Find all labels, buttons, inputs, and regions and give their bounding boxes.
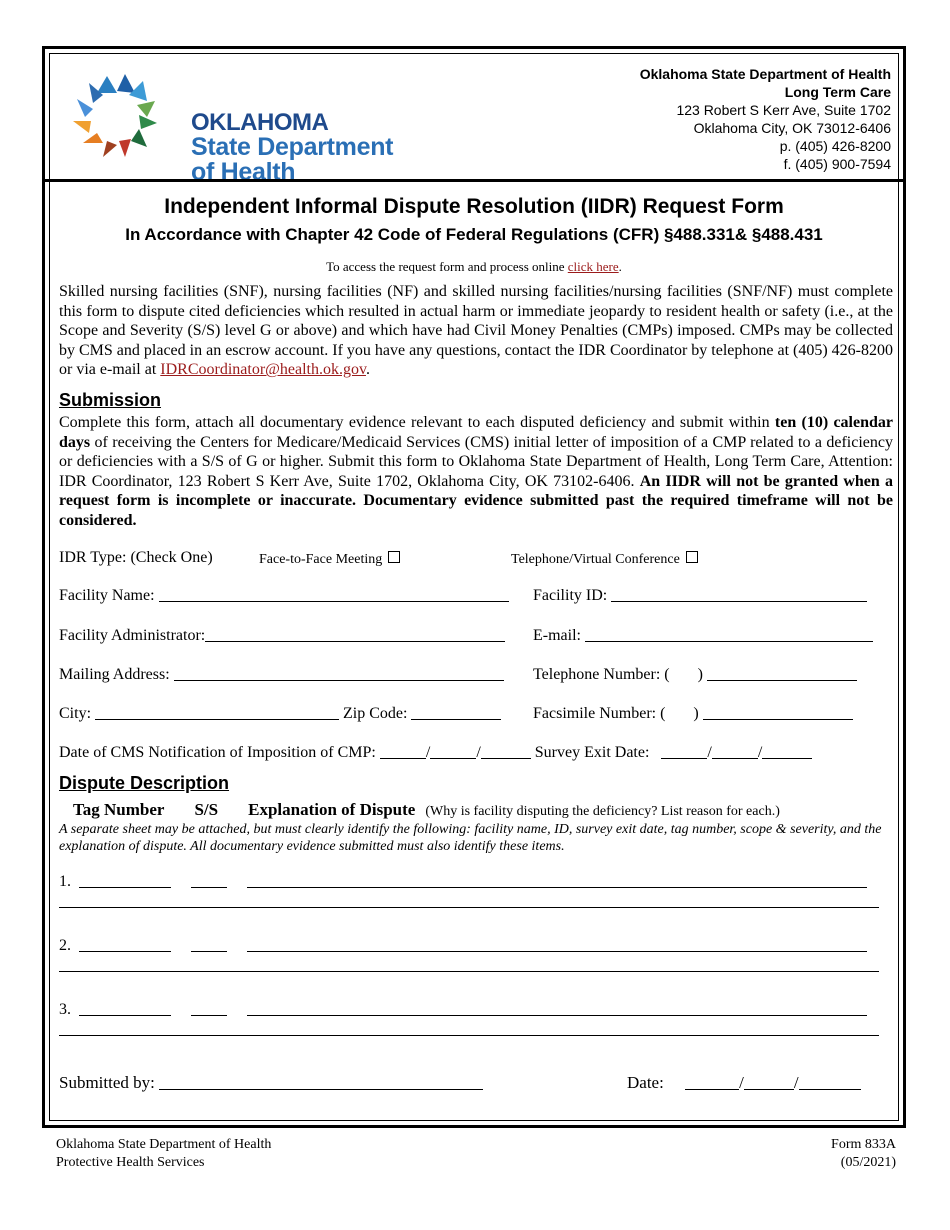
submission-text-1: Complete this form, attach all documentary evidence relevant to each disputed deficiency and submit within bbox=[59, 414, 775, 431]
facility-name-field[interactable] bbox=[159, 587, 509, 602]
date-year-field[interactable] bbox=[799, 1075, 861, 1090]
dispute-note: A separate sheet may be attached, but must clearly identify the following: facility name, ID, survey exit date, tag number, scope & severity, and the explanation of dispute. All documentary evidence submitted must also identify these items. bbox=[59, 822, 882, 854]
footer-right bbox=[831, 1136, 896, 1172]
item-3-tag-field[interactable] bbox=[79, 1001, 171, 1016]
address-street: 123 Robert S Kerr Ave, Suite 1702 bbox=[676, 102, 891, 118]
intro-end: . bbox=[365, 361, 370, 379]
facility-name-row bbox=[59, 587, 509, 605]
city-row bbox=[59, 705, 501, 723]
address-fax: f. (405) 900-7594 bbox=[783, 156, 891, 172]
telephone-virtual-option[interactable] bbox=[511, 551, 698, 568]
col-explanation-note: (Why is facility disputing the deficiency? List reason for each.) bbox=[425, 804, 780, 819]
logo-line-3: of Health bbox=[191, 158, 296, 186]
form-frame bbox=[42, 46, 906, 1128]
intro-text: Skilled nursing facilities (SNF), nursing facilities (NF) and skilled nursing facilities/nursing facilities (SNF/NF) must complete this form to dispute cited deficiencies which resulted in actual harm or immediate jeopardy to resident health or safety (i.e., at the Scope and Severity (S/S) level G or above) and which have had Civil Money Penalties (CMPs) imposed. CMPs may be collected by CMS and placed in an escrow account. If you have any questions, contact the IDR Coordinator by telephone at (405) 426-8200 or via e-mail at bbox=[59, 283, 894, 379]
facsimile-paren-close: ) bbox=[693, 705, 699, 722]
mailing-address-field[interactable] bbox=[174, 666, 504, 681]
footer-form-number: Form 833A bbox=[831, 1137, 896, 1152]
logo-line-1: OKLAHOMA bbox=[191, 109, 329, 136]
online-access-line bbox=[45, 259, 903, 275]
item-1-tag-field[interactable] bbox=[79, 873, 171, 888]
intro-paragraph bbox=[59, 282, 893, 380]
item-2-number: 2. bbox=[59, 937, 71, 954]
osdh-logo bbox=[67, 71, 397, 186]
col-scope-severity: S/S bbox=[194, 800, 219, 819]
face-to-face-option[interactable] bbox=[259, 551, 400, 568]
zip-label: Zip Code: bbox=[343, 705, 408, 722]
footer-left bbox=[56, 1136, 271, 1172]
item-1-explanation-field[interactable] bbox=[247, 873, 867, 888]
item-2-continuation-line[interactable] bbox=[59, 971, 879, 972]
email-field[interactable] bbox=[585, 627, 873, 642]
item-3-number: 3. bbox=[59, 1001, 71, 1018]
telephone-paren-close: ) bbox=[697, 666, 703, 683]
item-2-tag-field[interactable] bbox=[79, 937, 171, 952]
online-prefix: To access the request form and process online bbox=[326, 259, 568, 274]
date-label: Date: bbox=[627, 1073, 664, 1092]
dispute-item-2 bbox=[59, 937, 867, 955]
dispute-item-3 bbox=[59, 1001, 867, 1019]
submitted-by-row bbox=[59, 1073, 483, 1093]
facsimile-row bbox=[533, 705, 853, 723]
idr-type-row bbox=[59, 549, 213, 567]
item-1-ss-field[interactable] bbox=[191, 873, 227, 888]
facility-id-field[interactable] bbox=[611, 587, 867, 602]
col-tag-number: Tag Number bbox=[73, 800, 165, 819]
city-label: City: bbox=[59, 705, 92, 722]
cms-year-field[interactable] bbox=[481, 744, 531, 759]
cms-date-slash-2: / bbox=[476, 744, 481, 761]
submission-heading: Submission bbox=[59, 390, 162, 410]
item-3-continuation-line[interactable] bbox=[59, 1035, 879, 1036]
telephone-row bbox=[533, 666, 857, 684]
survey-year-field[interactable] bbox=[762, 744, 812, 759]
header-divider bbox=[45, 179, 903, 182]
dispute-heading: Dispute Description bbox=[59, 773, 230, 793]
telephone-label: Telephone Number: ( bbox=[533, 666, 670, 683]
survey-date-slash-1: / bbox=[707, 744, 712, 761]
date-day-field[interactable] bbox=[744, 1075, 794, 1090]
cms-month-field[interactable] bbox=[380, 744, 426, 759]
item-1-continuation-line[interactable] bbox=[59, 907, 879, 908]
address-org: Oklahoma State Department of Health bbox=[639, 66, 891, 82]
idr-email-link[interactable]: IDRCoordinator@health.ok.gov bbox=[160, 361, 366, 379]
mailing-address-label: Mailing Address: bbox=[59, 666, 170, 683]
address-phone: p. (405) 426-8200 bbox=[779, 138, 891, 154]
cms-notification-label: Date of CMS Notification of Imposition of CMP: bbox=[59, 744, 376, 761]
starburst-logo-icon bbox=[67, 71, 177, 166]
item-2-explanation-field[interactable] bbox=[247, 937, 867, 952]
submitted-by-field[interactable] bbox=[159, 1075, 483, 1090]
telephone-virtual-checkbox[interactable] bbox=[686, 551, 698, 563]
face-to-face-checkbox[interactable] bbox=[388, 551, 400, 563]
submitted-by-label: Submitted by: bbox=[59, 1073, 155, 1092]
submission-text-2: of receiving the Centers for Medicare/Medicaid Services (CMS) initial letter of imposition of a CMP related to a deficiency or deficiencies with a S/S of G or higher. Submit this form to Oklahoma State Department of Health, Long Term Care, Attention: IDR Coordinator, 123 Robert S Kerr Ave, Suite 1702, Oklahoma City, OK 73102-6406. bbox=[59, 433, 893, 490]
item-2-ss-field[interactable] bbox=[191, 937, 227, 952]
facsimile-number-field[interactable] bbox=[703, 705, 853, 720]
date-month-field[interactable] bbox=[685, 1075, 739, 1090]
item-3-explanation-field[interactable] bbox=[247, 1001, 867, 1016]
click-here-link[interactable]: click here bbox=[567, 259, 619, 274]
submission-paragraph bbox=[59, 413, 893, 531]
dispute-column-headers bbox=[73, 800, 780, 820]
submission-deadline: ten (10) calendar days bbox=[59, 414, 894, 451]
survey-exit-label: Survey Exit Date: bbox=[534, 744, 650, 761]
col-explanation: Explanation of Dispute bbox=[248, 800, 416, 819]
face-to-face-label: Face-to-Face Meeting bbox=[259, 552, 383, 567]
survey-date-slash-2: / bbox=[757, 744, 763, 761]
form-title: Independent Informal Dispute Resolution (IIDR) Request Form bbox=[164, 195, 784, 218]
department-address bbox=[640, 65, 891, 173]
facility-id-label: Facility ID: bbox=[533, 587, 608, 604]
dispute-item-1 bbox=[59, 873, 867, 891]
footer-division: Protective Health Services bbox=[56, 1155, 205, 1170]
mailing-address-row bbox=[59, 666, 504, 684]
cms-day-field[interactable] bbox=[430, 744, 476, 759]
footer-form-date: (05/2021) bbox=[840, 1155, 896, 1170]
facsimile-label: Facsimile Number: ( bbox=[533, 705, 666, 722]
date-slash-1: / bbox=[739, 1073, 744, 1092]
submission-warning: An IIDR will not be granted when a request form is incomplete or inaccurate. Documentary evidence submitted past the required timeframe will not be considered. bbox=[59, 472, 894, 529]
telephone-virtual-label: Telephone/Virtual Conference bbox=[511, 552, 680, 567]
date-row bbox=[627, 1073, 861, 1093]
address-dept: Long Term Care bbox=[784, 84, 891, 100]
administrator-row bbox=[59, 627, 505, 645]
logo-wordmark bbox=[191, 111, 393, 185]
email-label: E-mail: bbox=[533, 627, 581, 644]
footer-org: Oklahoma State Department of Health bbox=[56, 1137, 272, 1152]
item-1-number: 1. bbox=[59, 873, 71, 890]
administrator-label: Facility Administrator: bbox=[59, 627, 206, 644]
cms-notification-row bbox=[59, 744, 812, 762]
form-subtitle: In Accordance with Chapter 42 Code of Federal Regulations (CFR) §488.331& §488.431 bbox=[125, 225, 823, 244]
cms-date-slash-1: / bbox=[425, 744, 431, 761]
idr-type-label: IDR Type: (Check One) bbox=[59, 549, 213, 566]
address-city: Oklahoma City, OK 73012-6406 bbox=[693, 120, 891, 136]
email-row bbox=[533, 627, 873, 645]
telephone-number-field[interactable] bbox=[707, 666, 857, 681]
survey-day-field[interactable] bbox=[712, 744, 758, 759]
logo-line-2: State Department bbox=[191, 133, 394, 161]
date-slash-2: / bbox=[793, 1073, 799, 1092]
facility-id-row bbox=[533, 587, 867, 605]
survey-month-field[interactable] bbox=[661, 744, 707, 759]
facility-name-label: Facility Name: bbox=[59, 587, 155, 604]
online-suffix: . bbox=[618, 259, 622, 274]
city-field[interactable] bbox=[95, 705, 339, 720]
zip-field[interactable] bbox=[411, 705, 501, 720]
administrator-field[interactable] bbox=[205, 627, 505, 642]
item-3-ss-field[interactable] bbox=[191, 1001, 227, 1016]
